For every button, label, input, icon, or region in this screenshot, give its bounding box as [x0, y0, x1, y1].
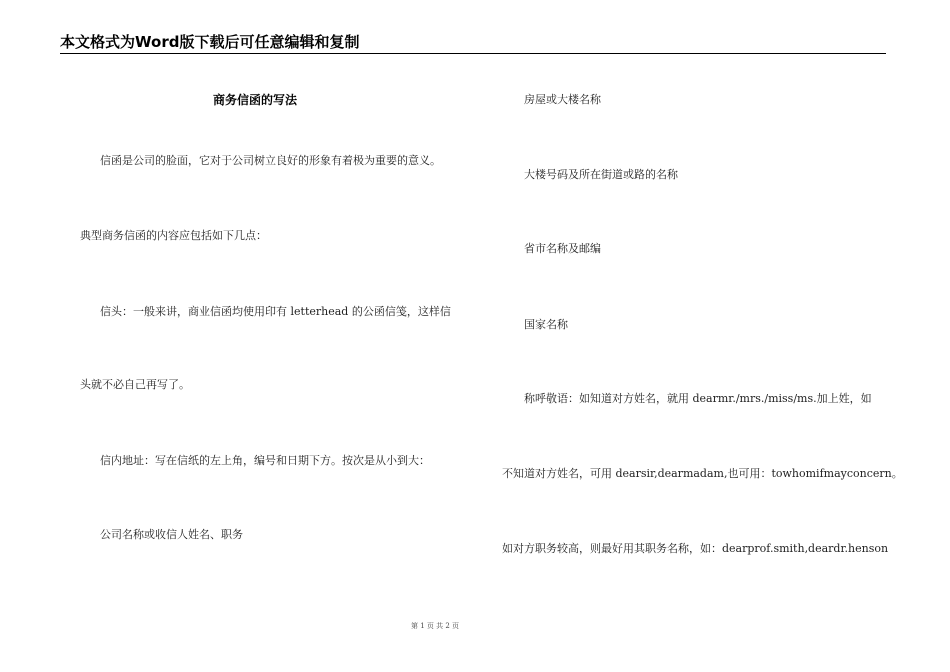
- paragraph-line: 典型商务信函的内容应包括如下几点：: [80, 229, 267, 242]
- page-number-footer: 第 1 页 共 2 页: [410, 622, 460, 630]
- paragraph-line: 信函是公司的脸面，它对于公司树立良好的形象有着极为重要的意义。: [100, 154, 441, 167]
- paragraph-line: 头就不必自己再写了。: [80, 378, 190, 391]
- paragraph-line: 国家名称: [524, 318, 568, 331]
- paragraph-line: 公司名称或收信人姓名、职务: [100, 528, 243, 541]
- header-divider: [60, 53, 886, 54]
- document-title: 商务信函的写法: [213, 93, 298, 107]
- paragraph-line: 不知道对方姓名，可用 dearsir,dearmadam,也可用：towhomifmayconcern。: [502, 467, 903, 480]
- paragraph-line: 省市名称及邮编: [524, 242, 601, 255]
- paragraph-line: 信内地址：写在信纸的左上角，编号和日期下方。按次是从小到大：: [100, 454, 430, 467]
- paragraph-line: 称呼敬语：如知道对方姓名，就用 dearmr./mrs./miss/ms.加上姓，如: [524, 392, 872, 405]
- paragraph-line: 如对方职务较高，则最好用其职务名称，如：dearprof.smith,deardr.henson: [502, 542, 889, 555]
- paragraph-line: 大楼号码及所在街道或路的名称: [524, 168, 678, 181]
- paragraph-line: 信头：一般来讲，商业信函均使用印有 letterhead 的公函信笺，这样信: [100, 305, 451, 318]
- paragraph-line: 房屋或大楼名称: [524, 93, 601, 106]
- page-header-banner: 本文格式为Word版下载后可任意编辑和复制: [60, 33, 360, 51]
